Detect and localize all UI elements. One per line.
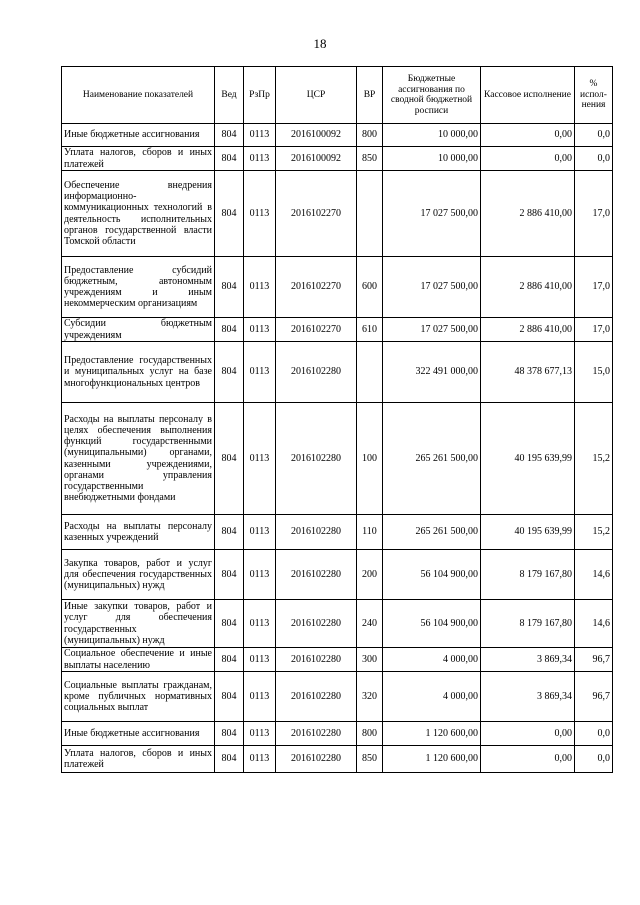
row-budget: 1 120 600,00 <box>383 722 481 746</box>
row-rzpr: 0113 <box>244 403 276 515</box>
row-cash: 3 869,34 <box>481 648 575 672</box>
row-csr: 2016102280 <box>276 550 357 600</box>
row-vr: 110 <box>357 515 383 550</box>
row-cash: 0,00 <box>481 147 575 171</box>
row-budget: 56 104 900,00 <box>383 600 481 648</box>
table-row <box>62 342 613 403</box>
row-ved: 804 <box>215 550 244 600</box>
row-cash: 40 195 639,99 <box>481 515 575 550</box>
row-budget: 56 104 900,00 <box>383 550 481 600</box>
row-vr: 850 <box>357 746 383 773</box>
page-number: 18 <box>313 36 327 51</box>
table-row <box>62 672 613 722</box>
row-csr: 2016102270 <box>276 171 357 257</box>
row-percent: 15,2 <box>575 403 613 515</box>
row-vr: 610 <box>357 318 383 342</box>
row-vr: 600 <box>357 257 383 318</box>
row-csr: 2016102280 <box>276 746 357 773</box>
row-ved: 804 <box>215 318 244 342</box>
row-cash: 0,00 <box>481 746 575 773</box>
row-rzpr: 0113 <box>244 515 276 550</box>
row-csr: 2016102280 <box>276 403 357 515</box>
row-csr: 2016100092 <box>276 147 357 171</box>
row-rzpr: 0113 <box>244 672 276 722</box>
row-ved: 804 <box>215 515 244 550</box>
row-percent: 0,0 <box>575 124 613 147</box>
row-name: Социальные выплаты гражданам, кроме публичных нормативных социальных выплат <box>62 672 215 722</box>
row-csr: 2016102280 <box>276 600 357 648</box>
row-budget: 265 261 500,00 <box>383 403 481 515</box>
row-name: Закупка товаров, работ и услуг для обеспечения государственных (муниципальных) нужд <box>62 550 215 600</box>
row-budget: 265 261 500,00 <box>383 515 481 550</box>
row-cash: 8 179 167,80 <box>481 600 575 648</box>
row-rzpr: 0113 <box>244 171 276 257</box>
row-percent: 14,6 <box>575 550 613 600</box>
row-ved: 804 <box>215 746 244 773</box>
table-row <box>62 124 613 147</box>
row-name: Обеспечение внедрения информационно-коммуникационных технологий в деятельность исполнительных органов государственной власти Томской области <box>62 171 215 257</box>
row-vr <box>357 171 383 257</box>
table-row <box>62 318 613 342</box>
row-name: Социальное обеспечение и иные выплаты населению <box>62 648 215 672</box>
row-ved: 804 <box>215 147 244 171</box>
table-header-row <box>62 67 613 124</box>
row-vr: 300 <box>357 648 383 672</box>
row-ved: 804 <box>215 648 244 672</box>
row-percent: 17,0 <box>575 257 613 318</box>
row-ved: 804 <box>215 403 244 515</box>
table-row <box>62 147 613 171</box>
row-csr: 2016102280 <box>276 648 357 672</box>
row-vr: 850 <box>357 147 383 171</box>
row-name: Уплата налогов, сборов и иных платежей <box>62 746 215 773</box>
header-name: Наименование показателей <box>62 67 215 124</box>
row-vr <box>357 342 383 403</box>
row-name: Расходы на выплаты персоналу казенных учреждений <box>62 515 215 550</box>
row-vr: 800 <box>357 722 383 746</box>
row-rzpr: 0113 <box>244 124 276 147</box>
row-percent: 14,6 <box>575 600 613 648</box>
row-cash: 8 179 167,80 <box>481 550 575 600</box>
row-rzpr: 0113 <box>244 257 276 318</box>
table-row <box>62 257 613 318</box>
table-row <box>62 648 613 672</box>
table-row <box>62 403 613 515</box>
row-rzpr: 0113 <box>244 550 276 600</box>
row-percent: 0,0 <box>575 147 613 171</box>
row-cash: 3 869,34 <box>481 672 575 722</box>
row-percent: 15,0 <box>575 342 613 403</box>
row-percent: 0,0 <box>575 746 613 773</box>
header-ved: Вед <box>215 67 244 124</box>
row-ved: 804 <box>215 722 244 746</box>
row-ved: 804 <box>215 600 244 648</box>
row-name: Иные бюджетные ассигнования <box>62 722 215 746</box>
row-rzpr: 0113 <box>244 600 276 648</box>
row-csr: 2016102280 <box>276 722 357 746</box>
row-rzpr: 0113 <box>244 722 276 746</box>
row-cash: 48 378 677,13 <box>481 342 575 403</box>
row-percent: 17,0 <box>575 318 613 342</box>
row-budget: 17 027 500,00 <box>383 318 481 342</box>
row-rzpr: 0113 <box>244 147 276 171</box>
row-rzpr: 0113 <box>244 318 276 342</box>
budget-execution-table <box>61 66 613 773</box>
row-rzpr: 0113 <box>244 746 276 773</box>
row-budget: 17 027 500,00 <box>383 257 481 318</box>
table-row <box>62 171 613 257</box>
row-budget: 4 000,00 <box>383 648 481 672</box>
row-percent: 15,2 <box>575 515 613 550</box>
row-budget: 10 000,00 <box>383 147 481 171</box>
row-cash: 0,00 <box>481 722 575 746</box>
row-csr: 2016102280 <box>276 515 357 550</box>
row-ved: 804 <box>215 171 244 257</box>
row-cash: 2 886 410,00 <box>481 257 575 318</box>
row-budget: 10 000,00 <box>383 124 481 147</box>
row-name: Уплата налогов, сборов и иных платежей <box>62 147 215 171</box>
table-row <box>62 550 613 600</box>
table-row <box>62 515 613 550</box>
row-vr: 800 <box>357 124 383 147</box>
header-percent: % испол-нения <box>575 67 613 124</box>
row-name: Иные бюджетные ассигнования <box>62 124 215 147</box>
row-name: Иные закупки товаров, работ и услуг для обеспечения государственных (муниципальных) нужд <box>62 600 215 648</box>
row-percent: 0,0 <box>575 722 613 746</box>
row-percent: 96,7 <box>575 648 613 672</box>
row-name: Предоставление государственных и муниципальных услуг на базе многофункциональных центров <box>62 342 215 403</box>
row-name: Субсидии бюджетным учреждениям <box>62 318 215 342</box>
header-cash: Кассовое исполнение <box>481 67 575 124</box>
table-row <box>62 600 613 648</box>
row-cash: 2 886 410,00 <box>481 171 575 257</box>
header-budget: Бюджетные ассигнования по сводной бюджетной росписи <box>383 67 481 124</box>
row-budget: 322 491 000,00 <box>383 342 481 403</box>
header-vr: ВР <box>357 67 383 124</box>
row-cash: 40 195 639,99 <box>481 403 575 515</box>
row-vr: 100 <box>357 403 383 515</box>
row-cash: 2 886 410,00 <box>481 318 575 342</box>
row-budget: 17 027 500,00 <box>383 171 481 257</box>
row-name: Расходы на выплаты персоналу в целях обеспечения выполнения функций государственными (муниципальными) органами, казенными учреждениями, органами управления государственными внебюджетными фондами <box>62 403 215 515</box>
row-budget: 1 120 600,00 <box>383 746 481 773</box>
header-rzpr: РзПр <box>244 67 276 124</box>
row-vr: 240 <box>357 600 383 648</box>
row-ved: 804 <box>215 124 244 147</box>
row-csr: 2016102270 <box>276 257 357 318</box>
row-rzpr: 0113 <box>244 342 276 403</box>
row-csr: 2016102280 <box>276 672 357 722</box>
row-rzpr: 0113 <box>244 648 276 672</box>
row-percent: 17,0 <box>575 171 613 257</box>
table-row <box>62 722 613 746</box>
row-cash: 0,00 <box>481 124 575 147</box>
row-vr: 200 <box>357 550 383 600</box>
row-csr: 2016100092 <box>276 124 357 147</box>
row-csr: 2016102270 <box>276 318 357 342</box>
header-csr: ЦСР <box>276 67 357 124</box>
row-vr: 320 <box>357 672 383 722</box>
row-csr: 2016102280 <box>276 342 357 403</box>
row-percent: 96,7 <box>575 672 613 722</box>
row-ved: 804 <box>215 342 244 403</box>
table-row <box>62 746 613 773</box>
row-budget: 4 000,00 <box>383 672 481 722</box>
row-ved: 804 <box>215 257 244 318</box>
row-name: Предоставление субсидий бюджетным, автономным учреждениям и иным некоммерческим организациям <box>62 257 215 318</box>
row-ved: 804 <box>215 672 244 722</box>
